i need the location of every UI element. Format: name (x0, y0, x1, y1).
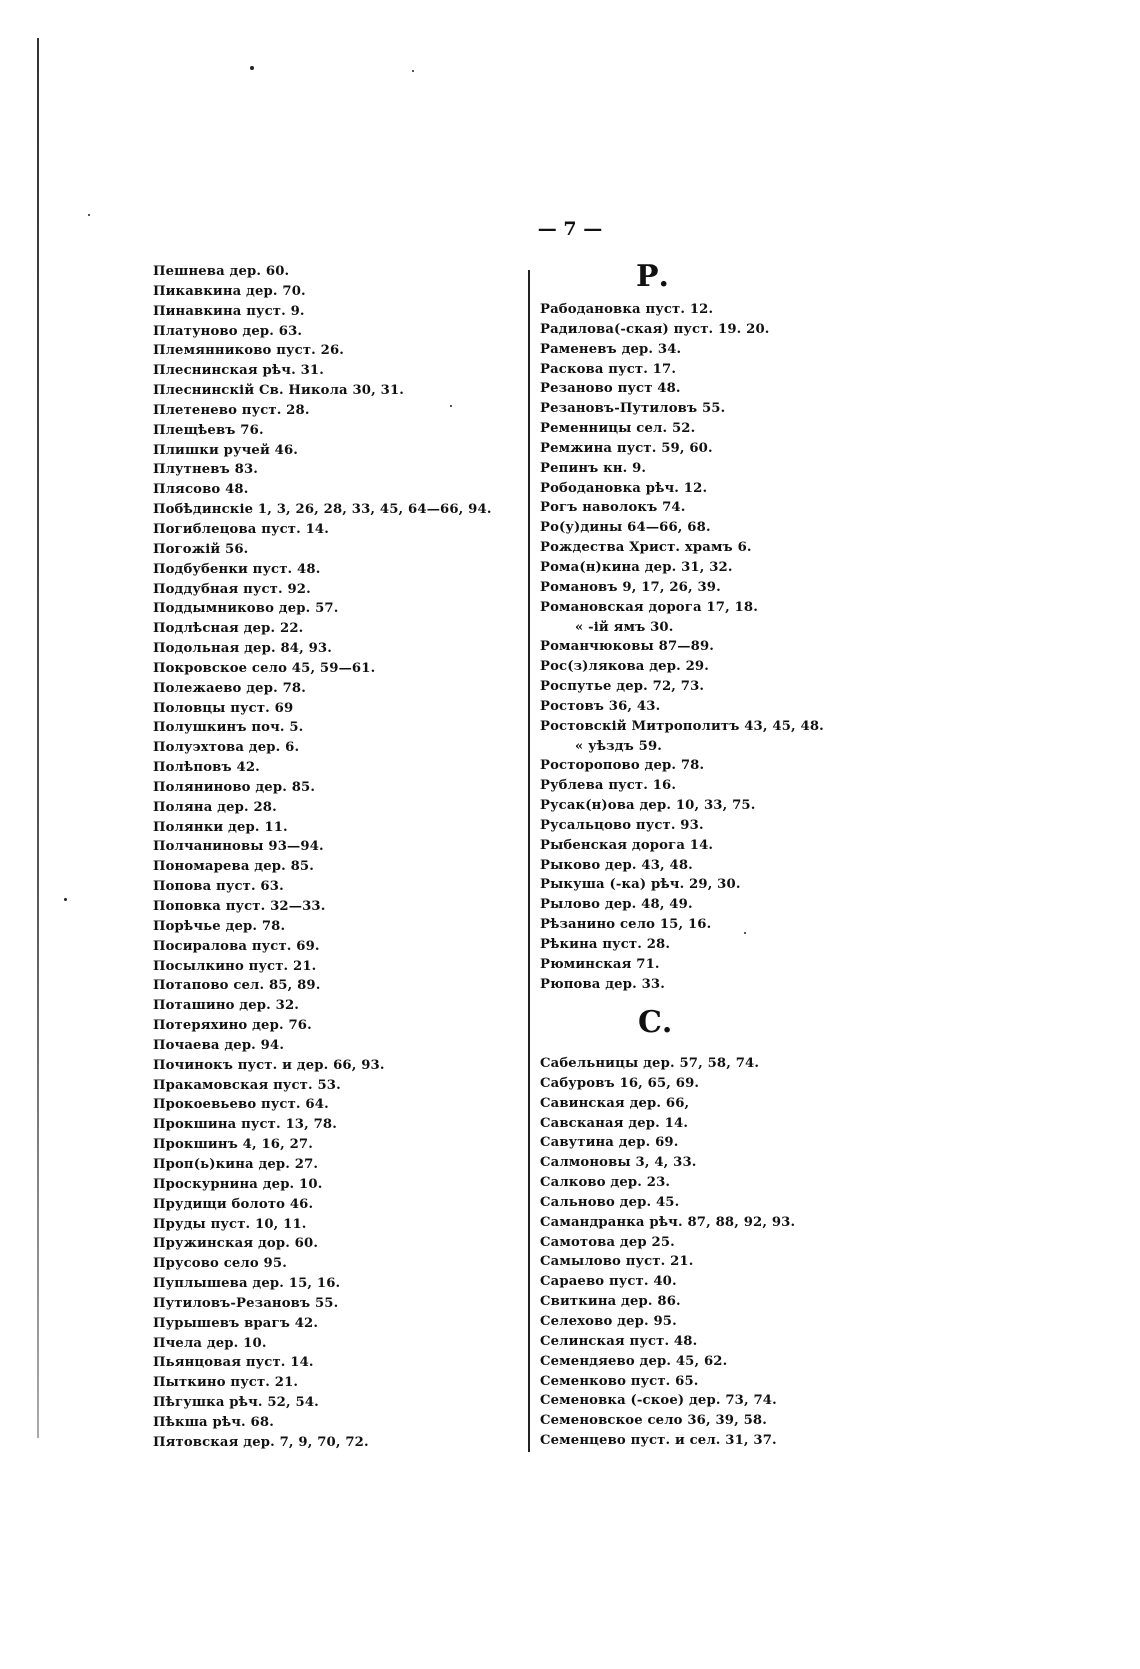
index-entry: Полчаниновы 93—94. (153, 839, 324, 855)
index-column-right-s (540, 1054, 940, 1451)
index-entry: Поддымниково дер. 57. (153, 601, 339, 617)
index-entry: Плещѣевъ 76. (153, 422, 264, 438)
index-entry: Полѣповъ 42. (153, 760, 260, 776)
index-entry: Рома(н)кина дер. 31, 32. (540, 559, 733, 575)
index-entry: Пруды пуст. 10, 11. (153, 1216, 307, 1232)
index-entry: Салмоновы 3, 4, 33. (540, 1155, 697, 1171)
index-entry: Плишки ручей 46. (153, 442, 299, 458)
index-entry: Самандранка рѣч. 87, 88, 92, 93. (540, 1214, 796, 1230)
index-entry: Резановъ-Путиловъ 55. (540, 401, 726, 417)
index-entry: Побѣдинскіе 1, 3, 26, 28, 33, 45, 64—66, 94. (153, 502, 492, 518)
index-entry: Савсканая дер. 14. (540, 1115, 689, 1131)
index-entry: Савинская дер. 66, (540, 1095, 690, 1111)
index-entry: Половцы пуст. 69 (153, 700, 294, 716)
index-entry: Проп(ь)кина дер. 27. (153, 1156, 319, 1172)
index-entry: Потапово сел. 85, 89. (153, 978, 321, 994)
index-entry: Рѣкина пуст. 28. (540, 937, 671, 952)
index-entry: Рублева пуст. 16. (540, 778, 677, 794)
index-entry: Русальцово пуст. 93. (540, 817, 704, 833)
index-entry: Плетенево пуст. 28. (153, 402, 310, 418)
index-entry: Сабуровъ 16, 65, 69. (540, 1075, 700, 1091)
index-entry: Савутина дер. 69. (540, 1135, 679, 1151)
speck (88, 214, 90, 216)
index-entry: Прокшинъ 4, 16, 27. (153, 1137, 313, 1153)
index-entry: Плутневъ 83. (153, 462, 259, 478)
speck (412, 70, 414, 72)
index-entry: Прокшина пуст. 13, 78. (153, 1117, 337, 1133)
index-entry: Рюминская 71. (540, 956, 660, 972)
index-entry: Пешнева дер. 60. (153, 264, 290, 279)
index-entry: Плеснинскій Св. Никола 30, 31. (153, 383, 405, 399)
index-entry: Самотова дер 25. (540, 1234, 675, 1250)
index-entry: Рыково дер. 43, 48. (540, 857, 693, 873)
index-entry: Полежаево дер. 78. (153, 680, 306, 696)
index-entry: Сараево пуст. 40. (540, 1274, 677, 1290)
index-entry: Пѣкша рѣч. 68. (153, 1414, 274, 1430)
index-entry: Ростовъ 36, 43. (540, 698, 661, 714)
index-entry: Поддубная пуст. 92. (153, 581, 311, 597)
index-entry: Прусово село 95. (153, 1256, 287, 1272)
index-entry: Ро(у)дины 64—66, 68. (540, 520, 711, 536)
index-entry: Подлѣсная дер. 22. (153, 621, 304, 637)
index-entry: Посылкино пуст. 21. (153, 958, 317, 974)
index-entry: Семеновка (-ское) дер. 73, 74. (540, 1393, 777, 1409)
index-entry: Резаново пуст 48. (540, 381, 681, 397)
index-entry: Ростовскій Митрополитъ 43, 45, 48. (540, 718, 824, 734)
index-entry: Платуново дер. 63. (153, 323, 303, 339)
index-entry: Рос(з)лякова дер. 29. (540, 659, 709, 675)
index-entry: Подольная дер. 84, 93. (153, 641, 332, 657)
index-entry: Пракамовская пуст. 53. (153, 1077, 341, 1093)
index-entry: « -ій ямъ 30. (575, 619, 674, 635)
index-entry: Русак(н)ова дер. 10, 33, 75. (540, 798, 756, 814)
index-entry: Ременницы сел. 52. (540, 421, 696, 437)
index-entry: Посиралова пуст. 69. (153, 938, 320, 954)
index-entry: Семенково пуст. 65. (540, 1373, 699, 1389)
index-entry: Роспутье дер. 72, 73. (540, 679, 705, 695)
index-entry: Самылово пуст. 21. (540, 1254, 694, 1270)
index-entry: Рыкуша (-ка) рѣч. 29, 30. (540, 877, 741, 893)
index-entry: Поповка пуст. 32—33. (153, 899, 326, 914)
index-entry: Полянки дер. 11. (153, 819, 288, 835)
index-entry: Плясово 48. (153, 482, 249, 498)
column-divider (528, 270, 530, 1452)
index-entry: Погожій 56. (153, 541, 249, 557)
index-entry: Полушкинъ поч. 5. (153, 720, 304, 736)
index-entry: Починокъ пуст. и дер. 66, 93. (153, 1057, 385, 1073)
index-entry: Порѣчье дер. 78. (153, 918, 286, 934)
index-entry: Рюпова дер. 33. (540, 976, 665, 992)
index-entry: Пуплышева дер. 15, 16. (153, 1276, 341, 1292)
index-entry: Семеновское село 36, 39, 58. (540, 1413, 767, 1429)
index-entry: Погиблецова пуст. 14. (153, 521, 330, 537)
index-entry: Рождества Христ. храмъ 6. (540, 540, 752, 556)
index-entry: Селинская пуст. 48. (540, 1333, 698, 1349)
index-entry: Сальново дер. 45. (540, 1194, 680, 1210)
index-entry: Плеснинская рѣч. 31. (153, 363, 324, 379)
index-entry: Свиткина дер. 86. (540, 1294, 681, 1310)
index-entry: Семендяево дер. 45, 62. (540, 1353, 728, 1369)
index-entry: Пьянцовая пуст. 14. (153, 1355, 314, 1371)
index-entry: Салково дер. 23. (540, 1175, 671, 1191)
index-entry: Племянниково пуст. 26. (153, 343, 345, 359)
index-entry: Поташино дер. 32. (153, 998, 300, 1014)
section-r-entries (540, 300, 940, 995)
index-entry: Рободановка рѣч. 12. (540, 480, 708, 496)
index-entry: Рѣзанино село 15, 16. (540, 917, 712, 933)
index-entry: Подбубенки пуст. 48. (153, 561, 321, 577)
index-entry: Пикавкина дер. 70. (153, 283, 306, 299)
index-entry: Попова пуст. 63. (153, 879, 284, 895)
index-entry: Раскова пуст. 17. (540, 361, 677, 377)
index-entry: Семенцево пуст. и сел. 31, 37. (540, 1433, 777, 1449)
index-entry: Прокоевьево пуст. 64. (153, 1097, 329, 1113)
index-entry: Пинавкина пуст. 9. (153, 303, 305, 319)
speck (64, 898, 67, 901)
page-number: — 7 — (537, 218, 603, 240)
section-s-entries (540, 1054, 940, 1451)
index-entry: Пурышевъ врагъ 42. (153, 1315, 319, 1331)
index-entry: Романчюковы 87—89. (540, 639, 715, 655)
index-entry: Пятовская дер. 7, 9, 70, 72. (153, 1434, 369, 1450)
index-entry: Поляна дер. 28. (153, 799, 277, 815)
section-letter-r: Р. (636, 259, 670, 294)
section-letter-s: С. (638, 1005, 673, 1040)
index-entry: « уѣздъ 59. (575, 738, 663, 754)
index-entry: Почаева дер. 94. (153, 1037, 285, 1053)
index-entry: Рылово дер. 48, 49. (540, 897, 693, 913)
index-entry: Рогъ наволокъ 74. (540, 500, 686, 516)
index-entry: Пружинская дор. 60. (153, 1236, 319, 1252)
index-column-right (540, 300, 940, 995)
index-entry: Путиловъ-Резановъ 55. (153, 1295, 339, 1311)
index-entry: Прудищи болото 46. (153, 1196, 314, 1212)
index-entry: Рыбенская дорога 14. (540, 837, 714, 853)
index-entry: Полуэхтова дер. 6. (153, 740, 300, 756)
index-entry: Раменевъ дер. 34. (540, 341, 682, 357)
index-entry: Пыткино пуст. 21. (153, 1375, 299, 1391)
index-entry: Пчела дер. 10. (153, 1335, 267, 1351)
index-entry: Проскурнина дер. 10. (153, 1176, 323, 1192)
index-entry: Пѣгушка рѣч. 52, 54. (153, 1395, 319, 1411)
index-entry: Селехово дер. 95. (540, 1313, 677, 1329)
index-entry: Покровское село 45, 59—61. (153, 660, 376, 676)
index-entry: Ремжина пуст. 59, 60. (540, 440, 713, 456)
index-entry: Радилова(-ская) пуст. 19. 20. (540, 321, 770, 337)
speck (250, 66, 254, 70)
index-entry: Рабодановка пуст. 12. (540, 302, 714, 317)
index-entry: Поляниново дер. 85. (153, 779, 316, 795)
page-edge-mark (37, 38, 39, 1438)
index-entry: Репинъ кн. 9. (540, 460, 647, 476)
index-entry: Романовская дорога 17, 18. (540, 599, 758, 615)
index-entry: Пономарева дер. 85. (153, 859, 314, 875)
index-column-left (153, 262, 523, 1453)
index-entry: Росторопово дер. 78. (540, 758, 705, 774)
index-entry: Сабельницы дер. 57, 58, 74. (540, 1056, 760, 1071)
index-entry: Потеряхино дер. 76. (153, 1018, 312, 1034)
index-entry: Романовъ 9, 17, 26, 39. (540, 579, 721, 595)
